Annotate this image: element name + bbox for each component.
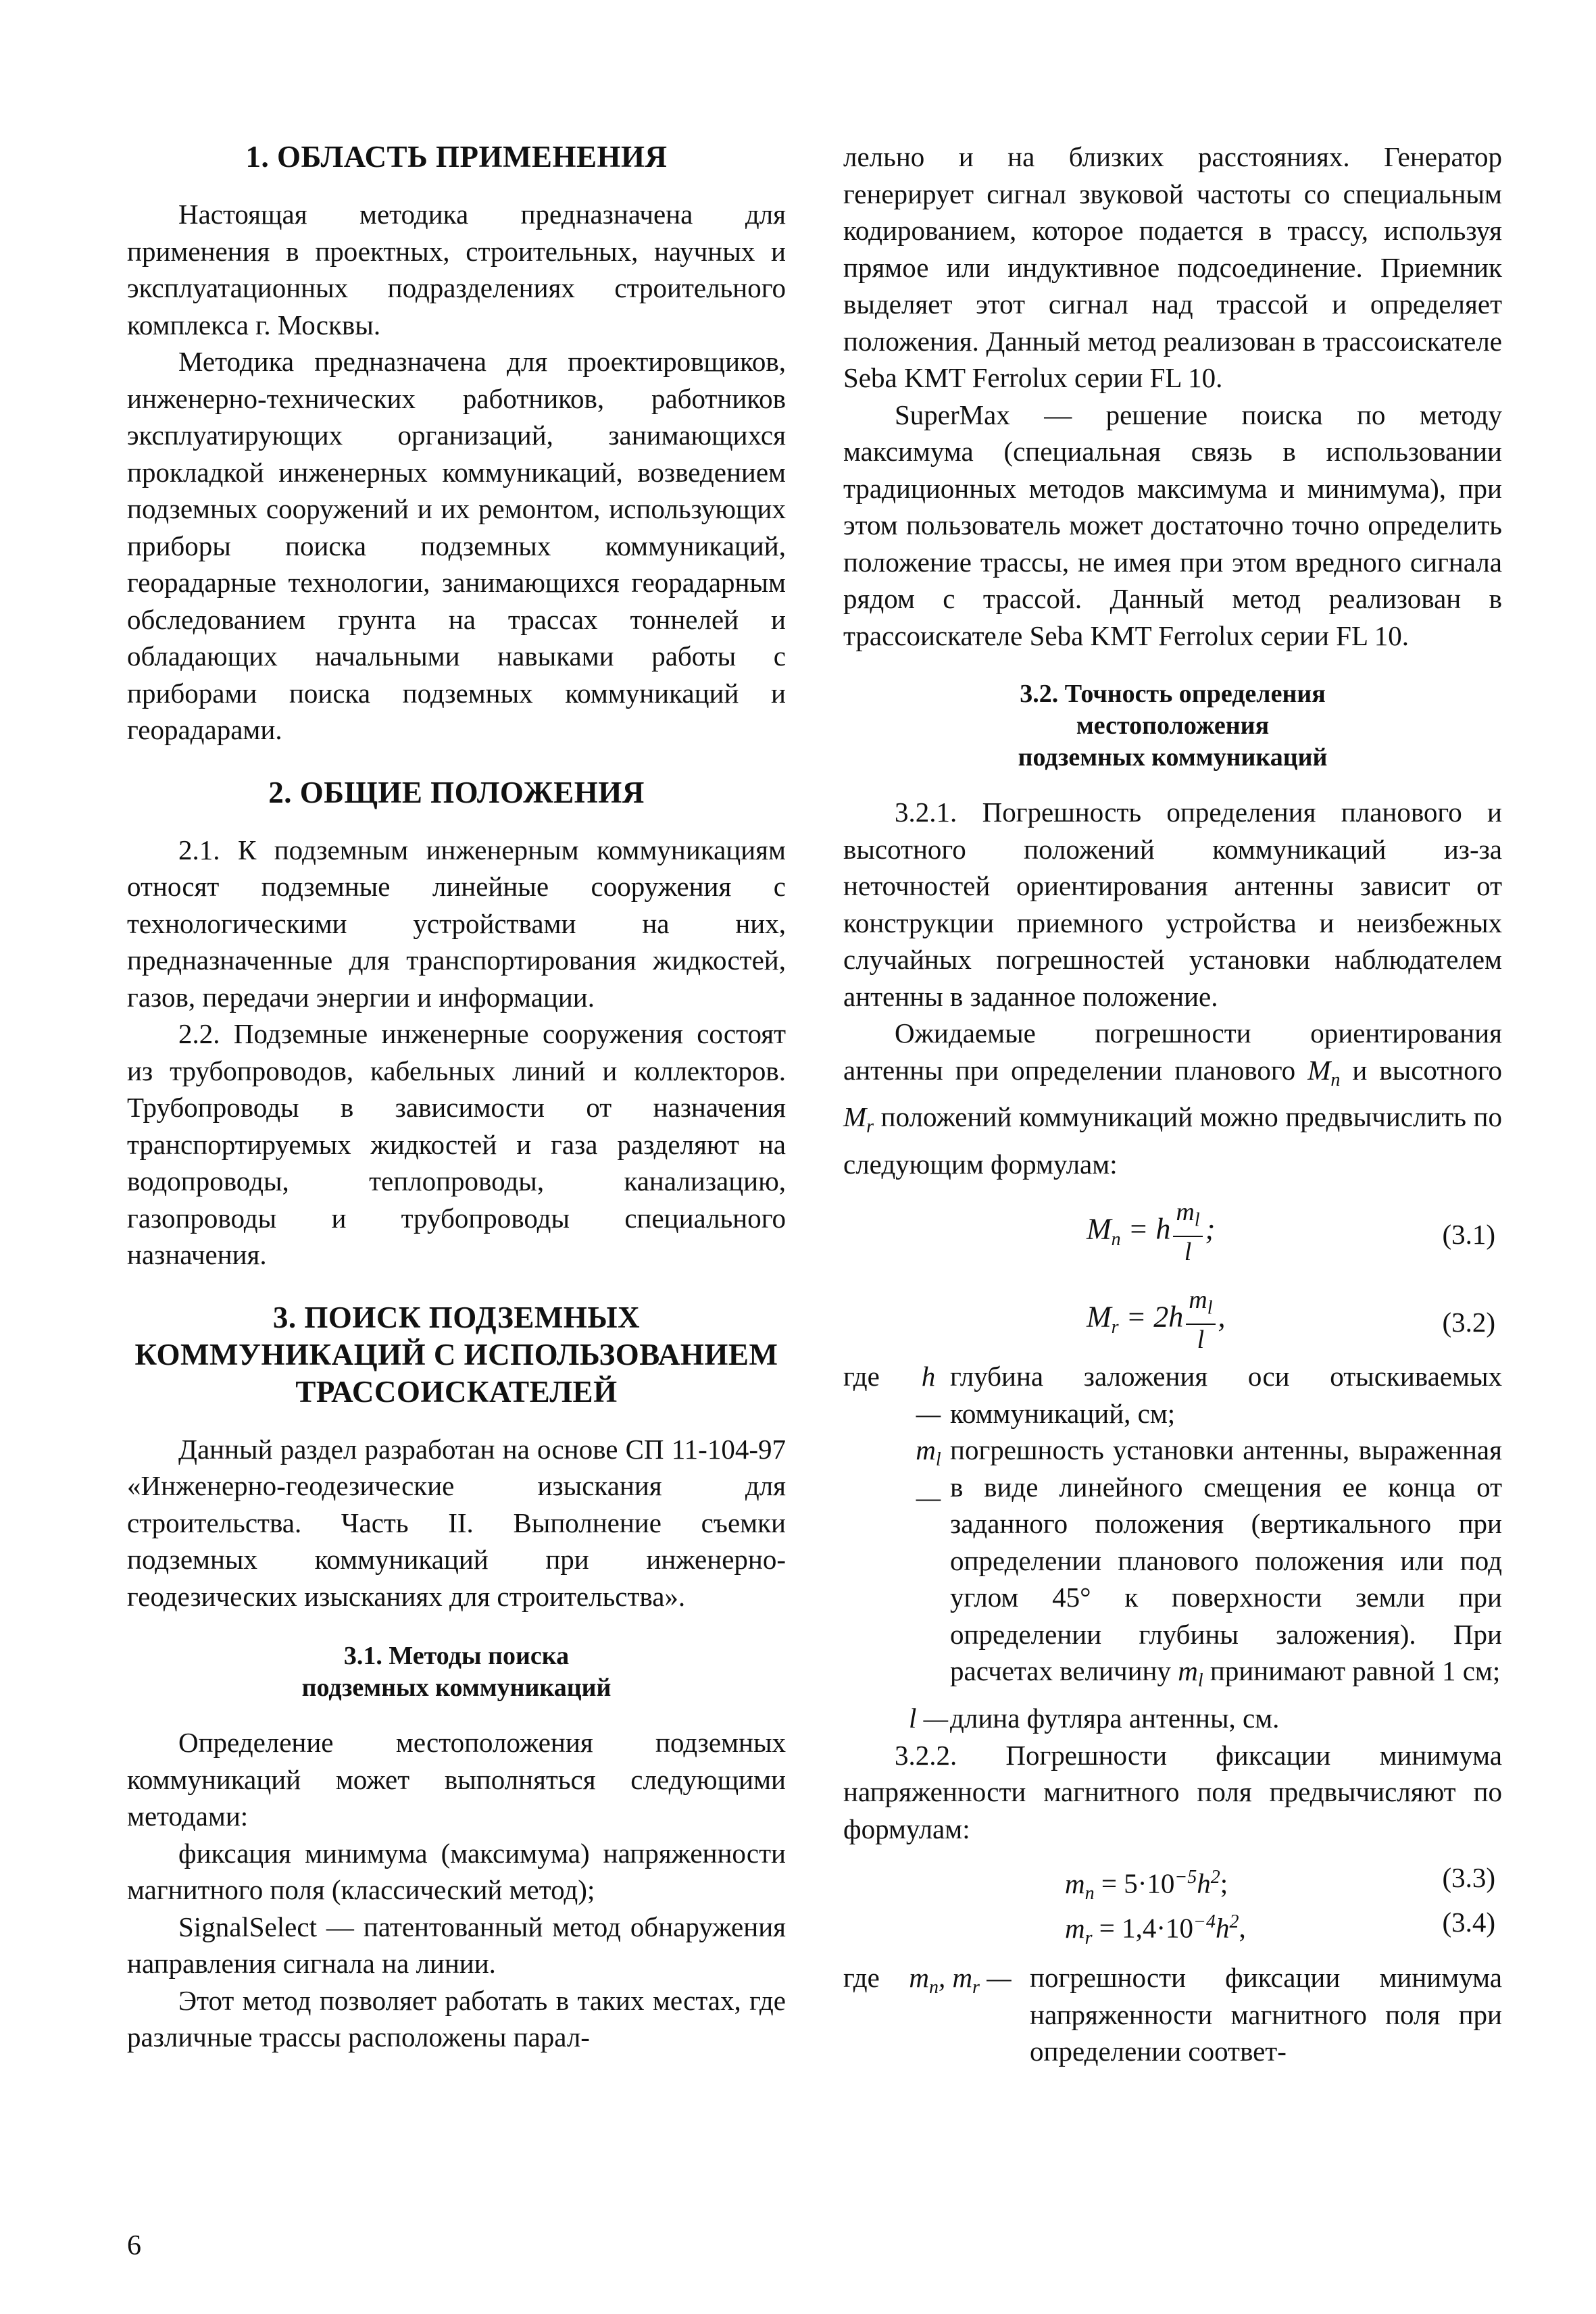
section-2-title: 2. ОБЩИЕ ПОЛОЖЕНИЯ <box>268 775 645 809</box>
where-label: где <box>843 1361 880 1392</box>
formula-3-4-number: (3.4) <box>1442 1907 1495 1938</box>
formula-3-1 <box>843 1182 1502 1270</box>
right-column <box>843 139 1502 2070</box>
section-3-2-title-line2: местоположения <box>1076 711 1270 740</box>
definition-h: глубина заложения оси отыскиваемых коммуникаций, см; <box>950 1361 1502 1429</box>
definitions-list <box>843 1358 1502 1736</box>
definition-l: длина футляра антенны, см. <box>950 1703 1280 1734</box>
paragraph: SignalSelect — патентованный метод обнаружения направления сигнала на линии. <box>127 1911 786 1979</box>
paragraph: фиксация минимума (максимума) напряженности магнитного поля (классический метод); <box>127 1837 786 1905</box>
symbol-h: h — <box>916 1361 941 1429</box>
definition-mn-mr: погрешности фиксации минимума напряженности магнитного поля при определении соответ- <box>1030 1962 1502 2067</box>
paragraph: 2.2. Подземные инженерные сооружения состоят из трубопроводов, кабельных линий и коллекторов. Трубопроводы в зависимости от назначения транспортируемых жидкостей и газа разделяют на водопроводы, теплопроводы, канализацию, газопроводы и трубопроводы специального назначения. <box>127 1018 786 1270</box>
paragraph: SuperMax — решение поиска по методу максимума (специальная связь в использовании традиционных методов максимума и минимума), при этом пользователь может достаточно точно определить положение трассы, не имея при этом вредного сигнала рядом с трассой. Данный метод реализован в трассоискателе Seba KMT Ferrolux серии FL 10. <box>843 399 1502 651</box>
paragraph: Ожидаемые погрешности ориентирования антенны при определении планового $M_n$ и высотного $M_r$ положений коммуникаций можно предвычислить по следующим формулам: <box>843 1017 1503 1180</box>
definitions-list-2 <box>843 1959 1502 2070</box>
page-number: 6 <box>127 2230 141 2261</box>
paragraph: 3.2.1. Погрешность определения планового и высотного положений коммуникаций из-за неточностей ориентирования антенны зависит от конструкции приемного устройства и неизбежных случайных погрешностей установки наблюдателем антенны в заданное положение. <box>843 797 1502 1012</box>
symbol-ml: $m_l$ — <box>916 1434 941 1513</box>
formula-3-4-expression: $m_r = 1,4\cdot 10^{-4}h^2$, <box>1065 1911 1246 1948</box>
paragraph: Настоящая методика предназначена для применения в проектных, строительных, научных и эксплуатационных подразделениях строительного комплекса г. Москвы. <box>127 199 786 341</box>
section-3-title-line2: КОММУНИКАЦИЙ С ИСПОЛЬЗОВАНИЕМ <box>134 1337 778 1372</box>
formula-3-1-expression: $M_n = h$ $\frac{m_l}{l}$ ; <box>1087 1198 1216 1266</box>
formula-3-1-number: (3.1) <box>1442 1219 1495 1251</box>
paragraph: Методика предназначена для проектировщиков, инженерно-технических работников, работников эксплуатирующих организаций, занимающихся прокладкой инженерных коммуникаций, возведением подземных сооружений и их ремонтом, использующих приборы поиска подземных коммуникаций, георадарные технологии, занимающихся георадарным обследованием грунта на трассах тоннелей и обладающих начальными навыками работы с приборами поиска подземных коммуникаций и георадарами. <box>127 346 786 745</box>
section-3-title-line1: 3. ПОИСК ПОДЗЕМНЫХ <box>272 1300 641 1334</box>
section-3-1-title-line1: 3.1. Методы поиска <box>343 1642 570 1670</box>
formula-3-2-expression: $M_r = 2h$ $\frac{m_l}{l}$ , <box>1087 1286 1226 1354</box>
section-3-2-title-line3: подземных коммуникаций <box>1018 743 1328 772</box>
paragraph: 3.2.2. Погрешности фиксации минимума напряженности магнитного поля предвычисляют по формулам: <box>843 1739 1502 1844</box>
paragraph: 2.1. К подземным инженерным коммуникациям относят подземные линейные сооружения с технологическими устройствами на них, предназначенные для транспортирования жидкостей, газов, передачи энергии и информации. <box>127 834 786 1013</box>
symbol-l: l — <box>908 1703 949 1734</box>
formula-3-2-number: (3.2) <box>1442 1307 1495 1338</box>
section-1-title: 1. ОБЛАСТЬ ПРИМЕНЕНИЯ <box>245 140 668 174</box>
formula-3-4 <box>843 1901 1502 1946</box>
formula-3-2 <box>843 1270 1502 1358</box>
paragraph: лельно и на близких расстояниях. Генератор генерирует сигнал звуковой частоты со специальным кодированием, которое подается в трассу, используя прямое или индуктивное подсоединение. Приемник выделяет этот сигнал над трассой и определяет положения. Данный метод реализован в трассоискателе Seba KMT Ferrolux серии FL 10. <box>843 141 1502 393</box>
section-3-title-line3: ТРАССОИСКАТЕЛЕЙ <box>295 1374 618 1409</box>
formula-3-3 <box>843 1857 1502 1904</box>
paragraph: Этот метод позволяет работать в таких местах, где различные трассы расположены парал- <box>127 1984 786 2053</box>
formula-3-3-number: (3.3) <box>1442 1862 1495 1894</box>
definition-ml: погрешность установки антенны, выраженная в виде линейного смещения ее конца от заданного положения (вертикального при определении планового положения или под углом 45° к поверхности земли при определении глубины заложения). При расчетах величину $m_l$ принимают равной 1 см; <box>950 1434 1502 1692</box>
paragraph: Определение местоположения подземных коммуникаций может выполняться следующими методами: <box>127 1727 786 1832</box>
section-3-1-title-line2: подземных коммуникаций <box>301 1674 612 1702</box>
where-label: где <box>843 1962 880 1994</box>
formula-3-3-expression: $m_n = 5\cdot 10^{-5}h^2$; <box>1065 1867 1228 1904</box>
left-column <box>127 139 786 2056</box>
paragraph: Данный раздел разработан на основе СП 11-104-97 «Инженерно-геодезические изыскания для строительства. Часть II. Выполнение съемки подземных коммуникаций при инженерно-геодезических изысканиях для строительства». <box>127 1433 786 1612</box>
symbol-mn-mr: $m_n$, $m_r$ — <box>909 1962 1012 1998</box>
section-3-2-title-line1: 3.2. Точность определения <box>1020 680 1326 708</box>
